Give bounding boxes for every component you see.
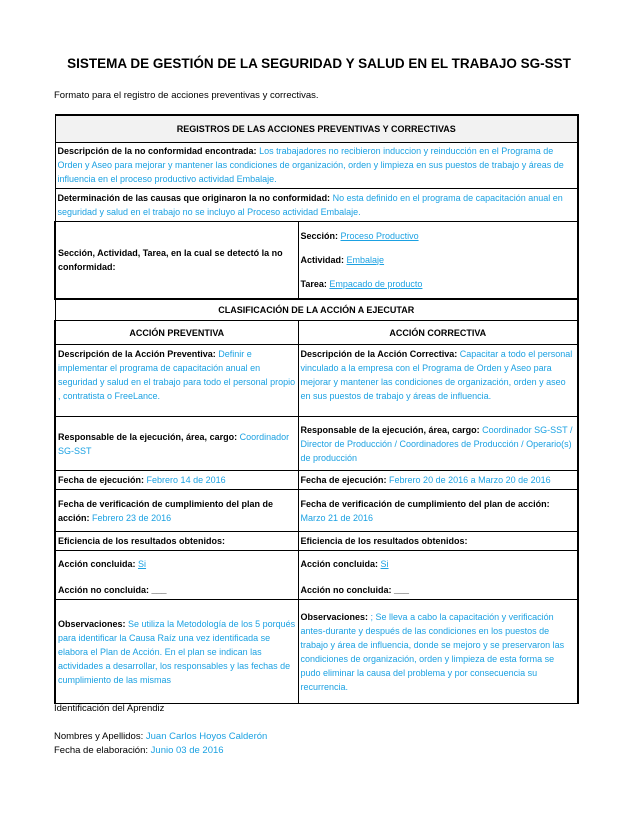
correctiva-concluida-cell [298,551,578,600]
preventiva-eficiencia-label: Eficiencia de los resultados obtenidos: [58,536,226,546]
preventiva-header: ACCIÓN PREVENTIVA [55,321,298,345]
correctiva-desc-value: Capacitar a todo el personal vinculado a la empresa con el Programa de Orden y Aseo para mejorar y mantener las condiciones de organización, orden y aseo en sus puestos de trabajo y áreas de influencia. [300,349,573,401]
preventiva-desc-label: Descripción de la Acción Preventiva: [58,349,216,359]
footer-fecha [54,745,224,756]
preventiva-verif-cell [55,490,298,532]
correctiva-desc-label: Descripción de la Acción Correctiva: [300,349,458,359]
preventiva-desc-value: Definir e implementar el programa de capacitación anual en seguridad y salud en el trabajo para todo el personal propio , contratista o FreeLance. [58,349,296,401]
tarea-label: Tarea: [300,278,327,289]
causas-cell [55,188,578,221]
no-conformidad-value: Los trabajadores no recibieron induccion y reinducción en el Programa de Orden y Aseo para mejorar y mantener las condiciones de organización, orden y limpieza en sus puestos de trabajo y áreas de influencia en el proceso productivo actividad Embalaje. [57,145,564,184]
preventiva-resp-label: Responsable de la ejecución, área, cargo: [58,431,238,442]
correctiva-obs-label: Observaciones: [300,611,369,622]
tarea-link[interactable]: Empacado de producto [329,278,423,289]
page-subtitle: Formato para el registro de acciones preventivas y correctivas. [54,90,319,101]
seccion-label: Sección: [300,230,339,241]
preventiva-verif-value: Febrero 23 de 2016 [92,512,172,523]
correctiva-obs-cell [298,600,578,704]
footer-fecha-label: Fecha de elaboración: [54,745,149,756]
seccion-link[interactable]: Proceso Productivo [340,230,419,241]
seccion-main-label: Sección, Actividad, Tarea, en la cual se detectó la no conformidad: [58,247,283,272]
clasificacion-header: CLASIFICACIÓN DE LA ACCIÓN A EJECUTAR [55,299,578,321]
correctiva-verif-cell [298,490,578,532]
footer-fecha-value: Junio 03 de 2016 [150,745,224,756]
correctiva-verif-label: Fecha de verificación de cumplimiento del plan de acción: [300,498,550,509]
seccion-values-cell [298,221,578,299]
preventiva-verif-label: Fecha de verificación de cumplimiento del plan de acción: [58,498,274,523]
correctiva-no-concluida-label: Acción no concluida: ___ [300,585,410,595]
preventiva-obs-value: Se utiliza la Metodología de los 5 porqués para identificar la Causa Raíz una vez identificada se elabora el Plan de Acción. En el plan se indican las actividades a desarrollar, los responsables y las fechas de cumplimiento de las mismas [58,618,296,685]
preventiva-fecha-label: Fecha de ejecución: [58,475,145,485]
actividad-label: Actividad: [300,254,345,265]
preventiva-resp-cell [55,417,298,471]
actions-form-table [54,114,579,704]
footer-nombres [54,731,267,742]
correctiva-fecha-label: Fecha de ejecución: [300,475,387,485]
no-conformidad-cell [55,142,578,188]
correctiva-eficiencia-label: Eficiencia de los resultados obtenidos: [300,536,468,546]
correctiva-concluida-link[interactable]: Si [380,559,389,569]
preventiva-no-concluida-label: Acción no concluida: ___ [58,585,167,595]
preventiva-concluida-label: Acción concluida: [58,559,136,569]
preventiva-concluida-cell [55,551,298,600]
seccion-label-cell [55,221,298,299]
causas-value: No esta definido en el programa de capacitación anual en seguridad y salud en el trabajo no se incluyo al Proceso actividad Embalaje. [57,192,563,217]
registros-header: REGISTROS DE LAS ACCIONES PREVENTIVAS Y CORRECTIVAS [55,115,578,142]
page-title: SISTEMA DE GESTIÓN DE LA SEGURIDAD Y SALUD EN EL TRABAJO SG-SST [67,56,571,71]
preventiva-fecha-value: Febrero 14 de 2016 [146,475,226,485]
preventiva-resp-value: Coordinador SG-SST [58,431,290,456]
correctiva-resp-value: Coordinador SG-SST / Director de Producción / Coordinadores de Producción / Operario(s) de producción [300,424,573,463]
preventiva-eficiencia-cell [55,532,298,551]
correctiva-desc-cell [298,345,578,417]
correctiva-resp-label: Responsable de la ejecución, área, cargo: [300,424,480,435]
footer-identificacion: Identificación del Aprendiz [54,703,165,714]
preventiva-desc-cell [55,345,298,417]
footer-nombres-value: Juan Carlos Hoyos Calderón [145,731,268,742]
correctiva-concluida-label: Acción concluida: [300,559,379,569]
correctiva-verif-value: Marzo 21 de 2016 [300,512,374,523]
correctiva-header: ACCIÓN CORRECTIVA [298,321,578,345]
preventiva-obs-label: Observaciones: [58,618,126,629]
correctiva-fecha-value: Febrero 20 de 2016 a Marzo 20 de 2016 [389,475,551,485]
correctiva-resp-cell [298,417,578,471]
correctiva-fecha-cell [298,471,578,490]
causas-label: Determinación de las causas que originaron la no conformidad: [57,192,331,203]
preventiva-obs-cell [55,600,298,704]
preventiva-fecha-cell [55,471,298,490]
no-conformidad-label: Descripción de la no conformidad encontrada: [57,145,257,156]
actividad-link[interactable]: Embalaje [346,254,385,265]
correctiva-eficiencia-cell [298,532,578,551]
correctiva-obs-value: ; Se lleva a cabo la capacitación y verificación antes-durante y después de las condiciones en los puestos de trabajo y área de influencia, donde se mejoro y se preservaron las condiciones de organización, orden y limpieza de esta forma se pudo eliminar la causa del problema y por consecuencia su recurrencia. [300,611,565,692]
preventiva-concluida-link[interactable]: Si [138,559,147,569]
footer-nombres-label: Nombres y Apellidos: [54,731,144,742]
